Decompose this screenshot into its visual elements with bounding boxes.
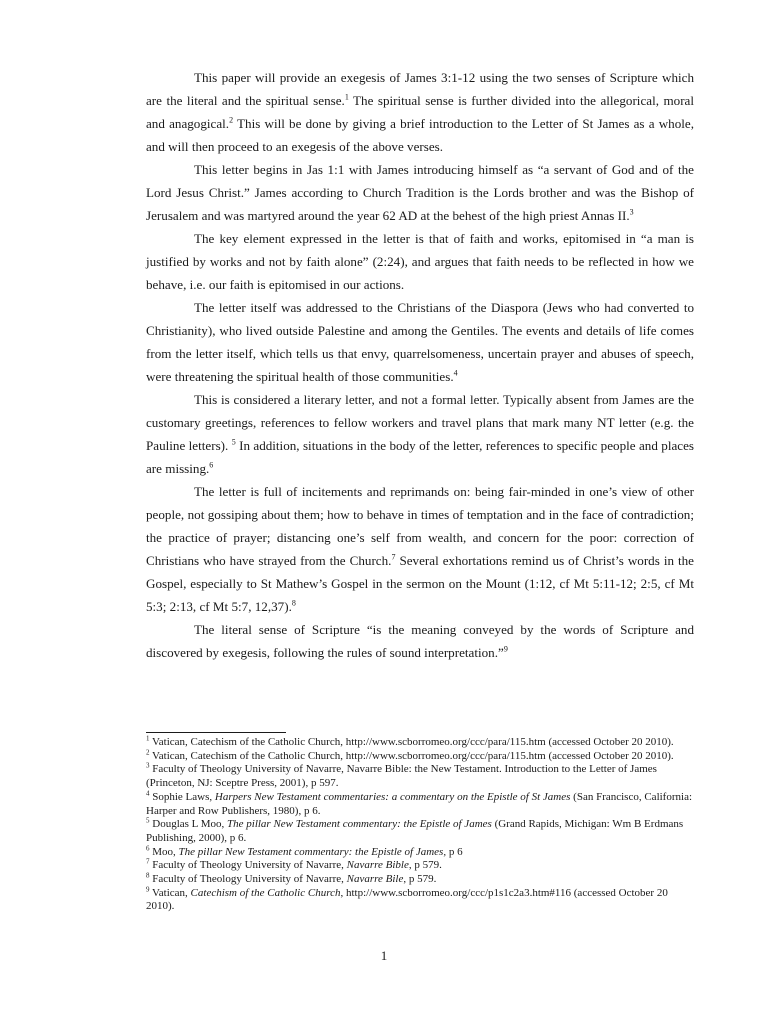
footnote-marker: 9 [503,644,508,654]
text-run: Douglas L Moo, [149,818,228,831]
footnote-marker: 3 [146,761,150,770]
footnote-marker: 4 [146,789,150,798]
text-run: Faculty of Theology University of Navarre, Navarre Bible: the New Testament. Introduction to the Letter of James (Princeton, NJ: Sceptre Press, 2001), p 597. [146,763,657,790]
text-run: , p 579. [408,859,442,872]
footnote-marker: 1 [344,92,349,102]
footnote [146,750,698,764]
text-run: In addition, situations in the body of the letter, references to specific people and places are missing. [146,438,694,476]
footnote-marker: 5 [231,437,236,447]
footnote-marker: 4 [453,368,458,378]
footnote [146,736,698,750]
text-run: This paper will provide an exegesis of James 3:1-12 using the two senses of Scripture which are the literal and the spiritual sense. [146,70,694,108]
text-run: p 6 [446,845,463,858]
text-run: This will be done by giving a brief introduction to the Letter of St James as a whole, and will then proceed to an exegesis of the above verses. [146,116,694,154]
footnote-marker: 3 [629,207,634,217]
italic-title: Harpers New Testament commentaries: a commentary on the Epistle of St James [214,790,571,803]
footnote [146,818,698,845]
text-run: The letter is full of incitements and reprimands on: being fair-minded in one’s view of other people, not gossiping about them; how to behave in times of temptation and in the face of contradiction; the practice of prayer; distancing one’s self from wealth, and concern for the poor: correction of Christians who have strayed from the Church. [146,484,694,568]
text-run: Vatican, Catechism of the Catholic Church, http://www.scborromeo.org/ccc/para/115.htm (accessed October 20 2010). [149,736,674,748]
body-paragraph [146,227,694,296]
footnote-marker: 1 [146,734,150,743]
text-run: Faculty of Theology University of Navarre, [149,873,347,886]
italic-title: The pillar New Testament commentary: the Epistle of James [227,818,492,831]
text-run: The literal sense of Scripture “is the meaning conveyed by the words of Scripture and discovered by exegesis, following the rules of sound interpretation.” [146,622,694,660]
body-paragraph [146,296,694,388]
footnote [146,859,698,873]
body-paragraph [146,388,694,480]
text-run: Vatican, Catechism of the Catholic Church, http://www.scborromeo.org/ccc/para/115.htm (accessed October 20 2010). [149,749,674,762]
footnote-marker: 7 [146,857,150,866]
italic-title: Catechism of the Catholic Church [190,886,341,899]
footnote-marker: 6 [146,843,150,852]
footnote-marker: 9 [146,885,150,894]
footnote-marker: 8 [146,871,150,880]
body-paragraph [146,480,694,618]
text-run: This letter begins in Jas 1:1 with James introducing himself as “a servant of God and of the Lord Jesus Christ.” James according to Church Tradition is the Lords brother and was the Bishop of Jerusalem and was martyred around the year 62 AD at the behest of the high priest Annas II. [146,162,694,223]
footnote-marker: 2 [146,748,150,757]
text-run: The letter itself was addressed to the Christians of the Diaspora (Jews who had converted to Christianity), who lived outside Palestine and among the Gentiles. The events and details of life comes from the letter itself, which tells us that envy, quarrelsomeness, uncertain prayer and abuses of speech, were threatening the spiritual health of those communities. [146,300,694,384]
body-text [146,66,694,664]
text-run: The key element expressed in the letter is that of faith and works, epitomised in “a man is justified by works and not by faith alone” (2:24), and argues that faith needs to be reflected in how we behave, i.e. our faith is epitomised in our actions. [146,231,694,292]
text-run: Vatican, [149,886,191,899]
footnotes [146,736,698,914]
italic-title: Navarre Bible [346,859,409,872]
footnote-marker: 5 [146,816,150,825]
text-run: Faculty of Theology University of Navarre, [149,859,347,872]
footnote [146,791,698,818]
text-run: , http://www.scborromeo.org/ccc/p1s1c2a3.htm#116 (accessed October 20 2010). [146,886,668,913]
text-run: Moo, [149,845,179,858]
text-run: (Grand Rapids, Michigan: Wm B Erdmans Publishing, 2000), p 6. [146,818,684,844]
footnote-marker: 2 [229,115,234,125]
footnote [146,763,698,790]
footnote [146,843,698,860]
italic-title: The pillar New Testament commentary: the Epistle of James, [178,845,447,858]
text-run: , p 579. [403,873,437,886]
text-run: Sophie Laws, [149,790,215,803]
text-run: Several exhortations remind us of Christ’s words in the Gospel, especially to St Mathew’s Gospel in the sermon on the Mount (1:12, cf Mt 5:11-12; 2:5, cf Mt 5:3; 2:13, cf Mt 5:7, 12,37). [146,553,694,614]
body-paragraph [146,618,694,664]
text-run: (San Francisco, California: Harper and Row Publishers, 1980), p 6. [146,790,693,817]
text-run: This is considered a literary letter, and not a formal letter. Typically absent from James are the customary greetings, references to fellow workers and travel plans that mark many NT letter (e.g. the Pauline letters). [146,392,694,453]
footnote [146,887,698,914]
body-paragraph [146,66,694,158]
italic-title: Navarre Bile [346,873,404,886]
body-paragraph [146,158,694,227]
footnote [146,873,698,887]
footnote-marker: 7 [391,552,396,562]
page-number: 1 [380,948,388,963]
footnote-separator [146,732,286,733]
footnote-marker: 6 [209,460,214,470]
text-run: The spiritual sense is further divided into the allegorical, moral and anagogical. [146,93,694,131]
footnote-marker: 8 [291,598,296,608]
